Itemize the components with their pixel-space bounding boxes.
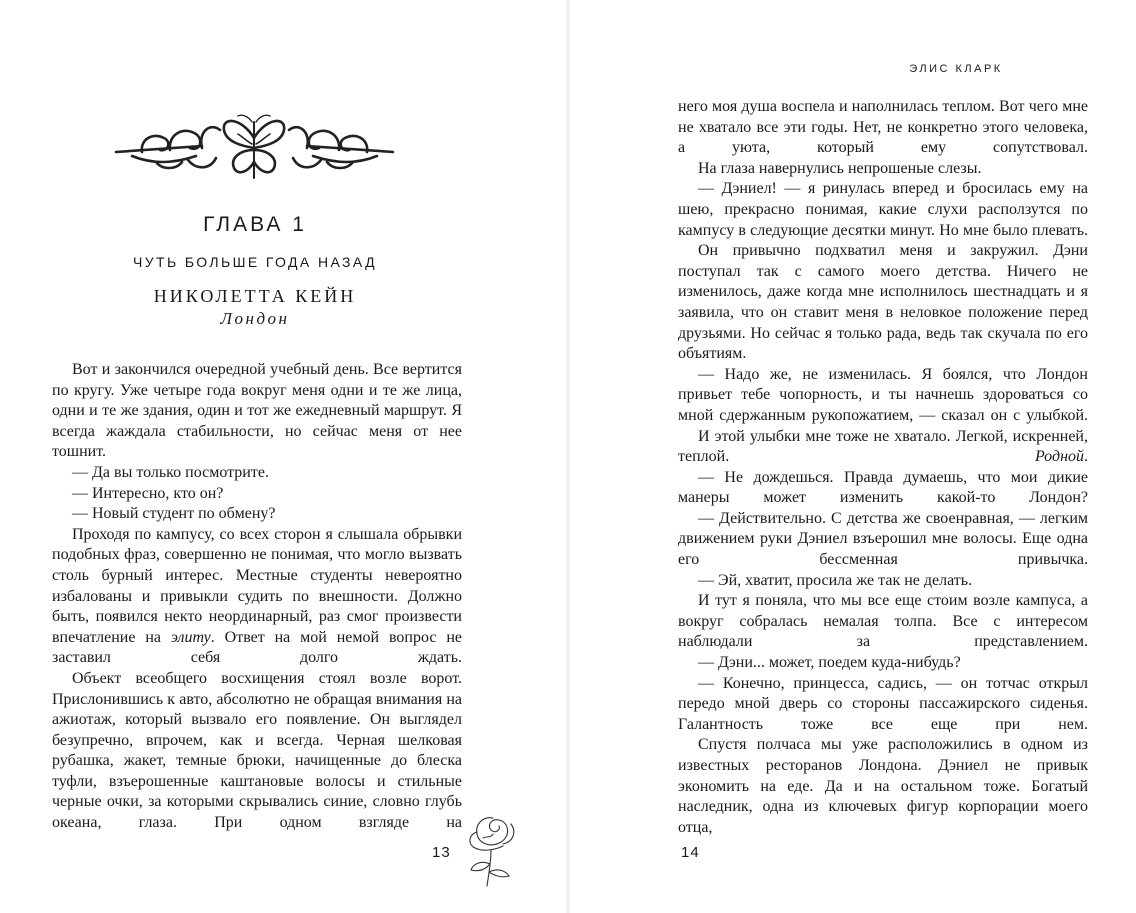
left-body-text bbox=[52, 360, 462, 834]
paragraph: На глаза навернулись непрошеные слезы. bbox=[698, 159, 982, 177]
paragraph: Он привычно подхватил меня и закружил. Дэни поступал так с самого моего детства. Ничего не изменилось, даже когда мне исполнилось шестнадцать и я заявила, что он ставит меня в неловкое положение перед друзьями. Но сейчас я только рада, ведь так скучала по его объятиям. bbox=[678, 242, 1088, 363]
paragraph: — Дэниел! — я ринулась вперед и бросилась ему на шею, прекрасно понимая, какие слухи расползутся по кампусу в следующие десятки минут. Но мне было плевать. bbox=[678, 180, 1088, 239]
paragraph: — Не дождешься. Правда думаешь, что мои дикие манеры может изменить какой-то Лондон? bbox=[678, 468, 1088, 507]
paragraph: — Дэни... может, поедем куда-нибудь? bbox=[698, 654, 961, 672]
paragraph: — Интересно, кто он? bbox=[72, 484, 224, 502]
paragraph: — Надо же, не изменилась. Я боялся, что Лондон привьет тебе чопорность, и ты начнешь здороваться со мной сдержанным рукопожатием, — сказал он с улыбкой. bbox=[678, 365, 1088, 424]
paragraph: И тут я поняла, что мы все еще стоим возле кампуса, а вокруг собралась немалая толпа. Все с интересом наблюдали за представлением. bbox=[678, 592, 1088, 651]
paragraph: Спустя полчаса мы уже расположились в одном из известных ресторанов Лондона. Дэниел не привык экономить на еде. Да и на остальном тоже. Богатый наследник, одна из ключевых фигур корпорации моего отца, bbox=[678, 736, 1088, 836]
paragraph: — Эй, хватит, просила же так не делать. bbox=[698, 571, 973, 589]
paragraph: — Да вы только посмотрите. bbox=[72, 463, 269, 481]
paragraph: него моя душа воспела и наполнилась теплом. Вот чего мне не хватало все эти годы. Нет, не конкретно этого человека, а уюта, который ему сопутствовал. bbox=[678, 98, 1088, 157]
page-number: 14 bbox=[681, 844, 700, 861]
paragraph: — Действительно. С детства же своенравная, — легким движением руки Дэниел взъерошил мне волосы. Еще одна его бессменная привычка. bbox=[678, 509, 1088, 569]
page-number: 13 bbox=[432, 844, 451, 861]
butterfly-tribal-ornament-icon bbox=[112, 112, 397, 184]
rose-icon bbox=[461, 808, 525, 888]
paragraph: — Новый студент по обмену? bbox=[72, 505, 276, 523]
pov-location: Лондон bbox=[220, 309, 290, 328]
paragraph: И этой улыбки мне тоже не хватало. Легкой, искренней, теплой. Родной. bbox=[678, 427, 1088, 466]
pov-character-name: НИКОЛЕТТА КЕЙН bbox=[153, 286, 357, 306]
paragraph: Объект всеобщего восхищения стоял возле ворот. Прислонившись к авто, абсолютно не обращая внимания на ажиотаж, который вызвало его появление. Он выглядел безупречно, впрочем, как и всегда. Черная шелковая рубашка, жакет, темные брюки, начищенные до блеска туфли, взъерошенные каштановые волосы и стильные черные очки, за которыми скрывались синие, словно глубь океана, глаза. При одном взгляде на bbox=[52, 669, 462, 832]
right-body-text bbox=[678, 97, 1088, 838]
chapter-subtitle: ЧУТЬ БОЛЬШЕ ГОДА НАЗАД bbox=[133, 254, 377, 270]
paragraph: Вот и закончился очередной учебный день. Все вертится по кругу. Уже четыре года вокруг меня одни и те же лица, одни и те же здания, один и тот же ежедневный маршрут. Я всегда жаждала стабильности, но сейчас меня от нее тошнит. bbox=[52, 361, 462, 461]
running-head-author: ЭЛИС КЛАРК bbox=[909, 63, 1003, 75]
paragraph: — Конечно, принцесса, садись, — он тотчас открыл передо мной дверь со стороны пассажирского сиденья. Галантность тоже все еще при нем. bbox=[678, 674, 1088, 733]
chapter-title: ГЛАВА 1 bbox=[203, 213, 307, 236]
paragraph: Проходя по кампусу, со всех сторон я слышала обрывки подобных фраз, совершенно не понимая, что могло вызвать столь бурный интерес. Местные студенты невероятно избалованы и привыкли судить по внешности. Должно быть, появился некто неординарный, раз смог произвести впечатление на элиту. Ответ на мой немой вопрос не заставил себя долго ждать. bbox=[52, 525, 462, 667]
